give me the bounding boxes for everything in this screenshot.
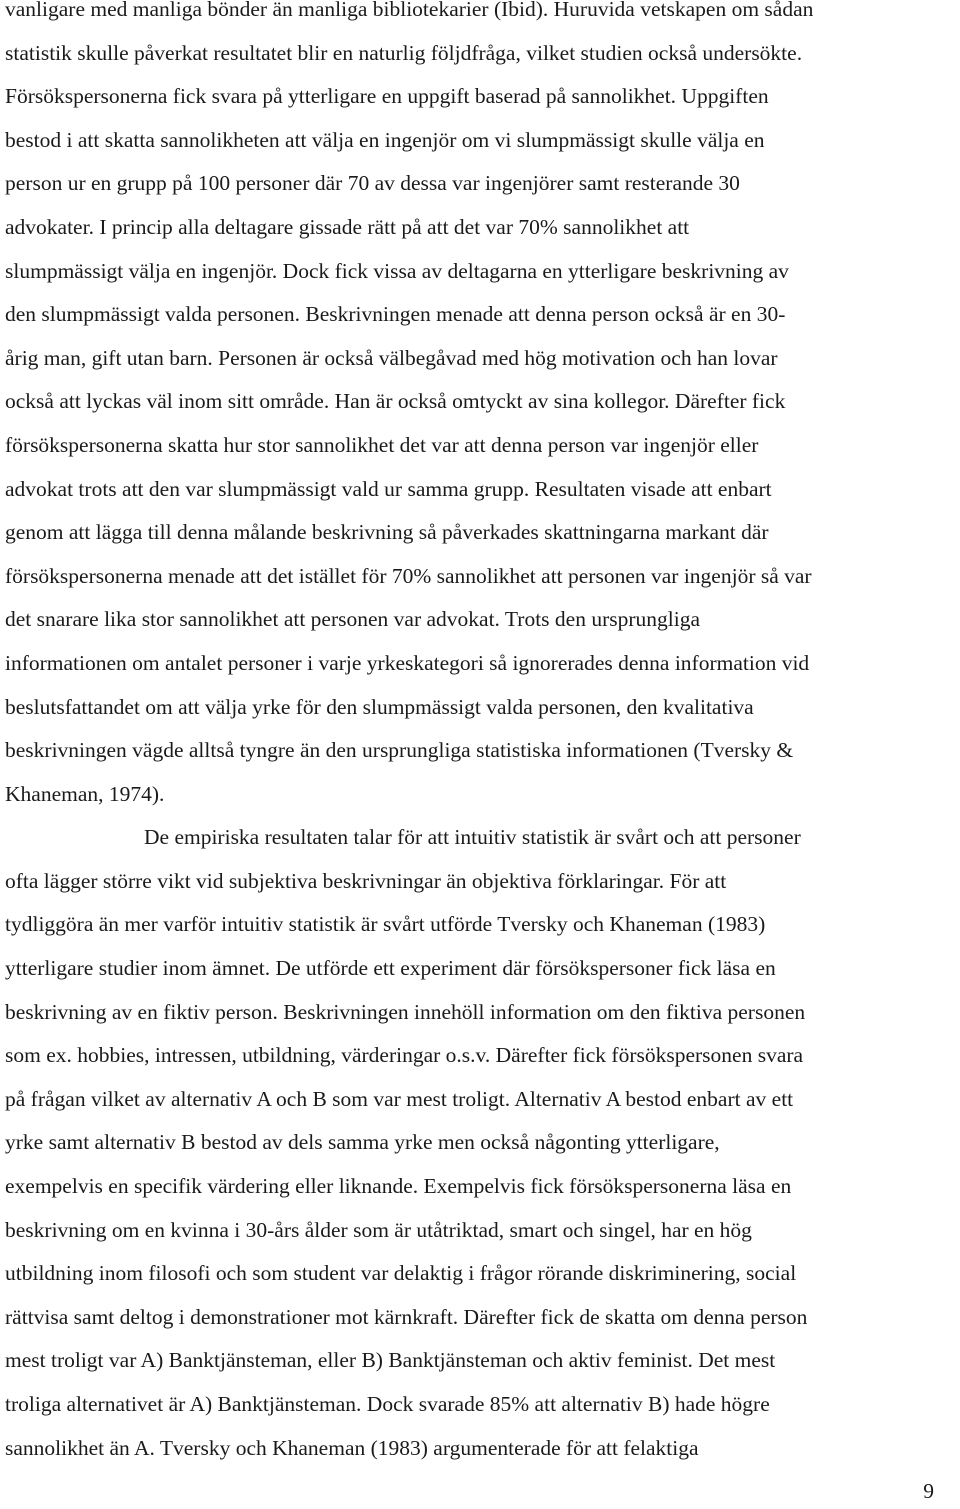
text-line-18: beskrivningen vägde alltså tyngre än den ursprungliga statistiska informationen (Tversky &	[5, 738, 794, 763]
text-line-4: bestod i att skatta sannolikheten att välja en ingenjör om vi slumpmässigt skulle välja en	[5, 127, 765, 152]
text-line-25: som ex. hobbies, intressen, utbildning, värderingar o.s.v. Därefter fick försökspersonen svara	[5, 1043, 804, 1068]
text-line-22: tydliggöra än mer varför intuitiv statistik är svårt utförde Tversky och Khaneman (1983)	[5, 912, 766, 937]
text-line-9: årig man, gift utan barn. Personen är också välbegåvad med hög motivation och han lovar	[5, 345, 778, 370]
text-line-12: advokat trots att den var slumpmässigt vald ur samma grupp. Resultaten visade att enbart	[5, 476, 772, 501]
text-line-8: den slumpmässigt valda personen. Beskrivningen menade att denna person också är en 30-	[5, 302, 786, 327]
text-line-7: slumpmässigt välja en ingenjör. Dock fick vissa av deltagarna en ytterligare beskrivning av	[5, 258, 789, 283]
text-line-13: genom att lägga till denna målande beskrivning så påverkades skattningarna markant där	[5, 520, 769, 545]
text-line-28: exempelvis en specifik värdering eller liknande. Exempelvis fick försökspersonerna läsa en	[5, 1174, 792, 1199]
text-line-17: beslutsfattandet om att välja yrke för den slumpmässigt valda personen, den kvalitativa	[5, 694, 754, 719]
page-number: 9	[923, 1479, 934, 1503]
text-line-3: Försökspersonerna fick svara på ytterligare en uppgift baserad på sannolikhet. Uppgiften	[5, 84, 769, 109]
text-line-21: ofta lägger större vikt vid subjektiva beskrivningar än objektiva förklaringar. För att	[5, 868, 727, 893]
text-line-30: utbildning inom filosofi och som student var delaktig i frågor rörande diskriminering, social	[5, 1261, 797, 1286]
text-line-20: De empiriska resultaten talar för att intuitiv statistik är svårt och att personer	[144, 825, 801, 850]
text-line-24: beskrivning av en fiktiv person. Beskrivningen innehöll information om den fiktiva personen	[5, 999, 806, 1024]
text-line-1: vanligare med manliga bönder än manliga bibliotekarier (Ibid). Huruvida vetskapen om sådan	[5, 0, 814, 21]
text-line-19: Khaneman, 1974).	[5, 781, 165, 806]
text-line-23: ytterligare studier inom ämnet. De utförde ett experiment där försökspersoner fick läsa en	[5, 956, 776, 981]
text-line-2: statistik skulle påverkat resultatet blir en naturlig följdfråga, vilket studien också undersökte.	[5, 40, 803, 65]
text-line-31: rättvisa samt deltog i demonstrationer mot kärnkraft. Därefter fick de skatta om denna person	[5, 1304, 808, 1329]
text-line-29: beskrivning om en kvinna i 30-års ålder som är utåtriktad, smart och singel, har en hög	[5, 1217, 752, 1242]
text-line-33: troliga alternativet är A) Banktjänsteman. Dock svarade 85% att alternativ B) hade högre	[5, 1392, 770, 1416]
text-line-11: försökspersonerna skatta hur stor sannolikhet det var att denna person var ingenjör eller	[5, 432, 759, 457]
text-line-10: också att lyckas väl inom sitt område. Han är också omtyckt av sina kollegor. Därefter fick	[5, 389, 786, 414]
text-line-6: advokater. I princip alla deltagare gissade rätt på att det var 70% sannolikhet att	[5, 214, 690, 239]
text-line-14: försökspersonerna menade att det istället för 70% sannolikhet att personen var ingenjör så var	[5, 563, 812, 588]
text-line-32: mest troligt var A) Banktjänsteman, eller B) Banktjänsteman och aktiv feminist. Det mest	[5, 1348, 776, 1373]
text-line-27: yrke samt alternativ B bestod av dels samma yrke men också någonting ytterligare,	[5, 1130, 720, 1155]
text-line-26: på frågan vilket av alternativ A och B som var mest troligt. Alternativ A bestod enbart av ett	[5, 1086, 794, 1111]
text-line-15: det snarare lika stor sannolikhet att personen var advokat. Trots den ursprungliga	[5, 607, 701, 632]
text-line-34: sannolikhet än A. Tversky och Khaneman (1983) argumenterade för att felaktiga	[5, 1435, 699, 1460]
text-line-16: informationen om antalet personer i varje yrkeskategori så ignorerades denna information vid	[5, 650, 810, 675]
body-text	[5, 0, 960, 1470]
text-line-5: person ur en grupp på 100 personer där 70 av dessa var ingenjörer samt resterande 30	[5, 171, 740, 196]
